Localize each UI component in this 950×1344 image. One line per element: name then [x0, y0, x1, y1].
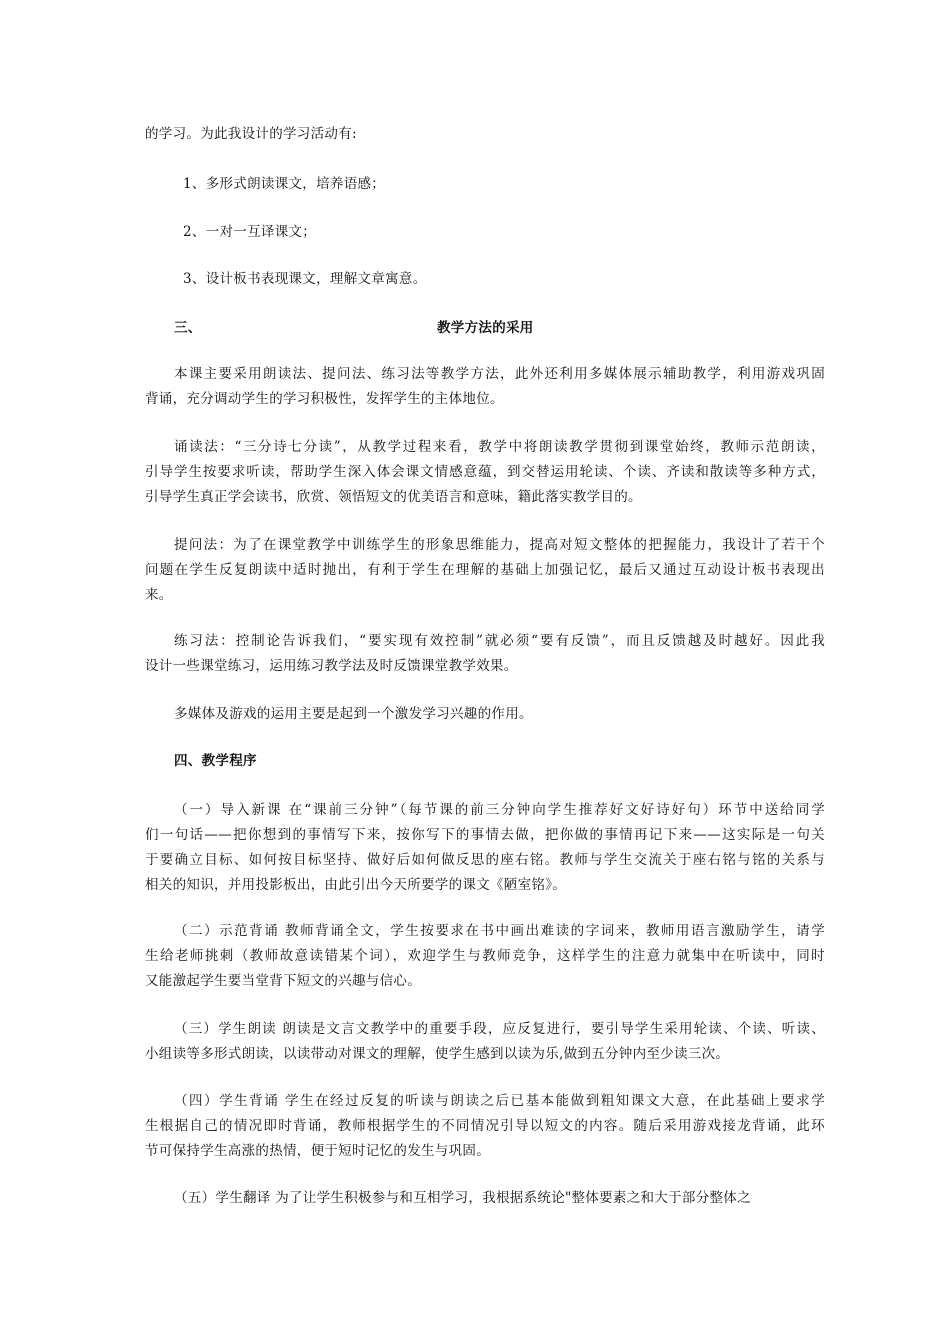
step-1-line: 们一句话——把你想到的事情写下来，按你写下的事情去做，把你做的事情再记下来——这实际是一句关	[145, 827, 825, 843]
methods-paragraph-line: 背诵，充分调动学生的学习积极性，发挥学生的主体地位。	[145, 391, 504, 407]
step-2-line: 又能激起学生要当堂背下短文的兴趣与信心。	[145, 973, 421, 989]
step-4-line: （四）学生背诵 学生在经过反复的听读与朗读之后已基本能做到粗知课文大意，在此基础上要求学	[174, 1093, 825, 1109]
methods-paragraph-line: 本课主要采用朗读法、提问法、练习法等教学方法，此外还利用多媒体展示辅助教学，利用游戏巩固	[174, 366, 825, 382]
step-3-line: 小组读等多形式朗读，以读带动对课文的理解，使学生感到以读为乐,做到五分钟内至少读三次。	[145, 1046, 730, 1062]
step-4-line: 节可保持学生高涨的热情，便于短时记忆的发生与巩固。	[145, 1143, 490, 1159]
activity-item-1: 1、多形式朗读课文，培养语感；	[183, 176, 386, 192]
recite-method-line: 引导学生按要求听读，帮助学生深入体会课文情感意蕴，到交替运用轮读、个读、齐读和散读等多种方式，	[145, 464, 825, 480]
recite-method-line: 引导学生真正学会读书，欣赏、领悟短文的优美语言和意味，籍此落实教学目的。	[145, 489, 642, 505]
step-3-line: （三）学生朗读 朗读是文言文教学中的重要手段，应反复进行，要引导学生采用轮读、个读、听读、	[174, 1021, 825, 1037]
media-paragraph: 多媒体及游戏的运用主要是起到一个激发学习兴趣的作用。	[174, 706, 533, 722]
step-4-line: 生根据自己的情况即时背诵，教师根据学生的不同情况引导以短文的内容。随后采用游戏接龙背诵，此环	[145, 1118, 825, 1134]
step-1-line: 于要确立目标、如何按目标坚持、做好后如何做反思的座右铭。教师与学生交流关于座右铭与铭的关系与	[145, 852, 825, 868]
activity-item-2: 2、一对一互译课文；	[183, 224, 317, 240]
practice-method-line: 练习法：控制论告诉我们，“要实现有效控制”就必须“要有反馈”，而且反馈越及时越好。因此我	[174, 633, 825, 649]
section-4-title: 四、教学程序	[174, 753, 257, 769]
question-method-line: 提问法：为了在课堂教学中训练学生的形象思维能力，提高对短文整体的把握能力，我设计了若干个	[174, 537, 825, 553]
question-method-line: 来。	[145, 587, 173, 603]
step-1-line: （一）导入新课 在“课前三分钟”（每节课的前三分钟向学生推荐好文好诗好句）环节中送给同学	[174, 802, 825, 818]
section-3-number: 三、	[174, 320, 202, 336]
practice-method-line: 设计一些课堂练习，运用练习教学法及时反馈课堂教学效果。	[145, 658, 518, 674]
step-2-line: 生给老师挑刺（教师故意读错某个词），欢迎学生与教师竞争，这样学生的注意力就集中在听读中，同时	[145, 948, 825, 964]
intro-tail-text: 的学习。为此我设计的学习活动有:	[145, 126, 357, 142]
step-2-line: （二）示范背诵 教师背诵全文，学生按要求在书中画出难读的字词来，教师用语言激励学生，请学	[174, 923, 825, 939]
question-method-line: 问题在学生反复朗读中适时抛出，有利于学生在理解的基础上加强记忆，最后又通过互动设计板书表现出	[145, 562, 825, 578]
activity-item-3: 3、设计板书表现课文，理解文章寓意。	[183, 271, 427, 287]
recite-method-line: 诵读法：“三分诗七分读”，从教学过程来看，教学中将朗读教学贯彻到课堂始终，教师示范朗读，	[174, 439, 825, 455]
step-1-line: 相关的知识，并用投影板出，由此引出今天所要学的课文《陋室铭》。	[145, 877, 567, 893]
section-3-title: 教学方法的采用	[437, 320, 534, 336]
step-5-line: （五）学生翻译 为了让学生积极参与和互相学习，我根据系统论"整体要素之和大于部分整体之	[174, 1190, 751, 1206]
